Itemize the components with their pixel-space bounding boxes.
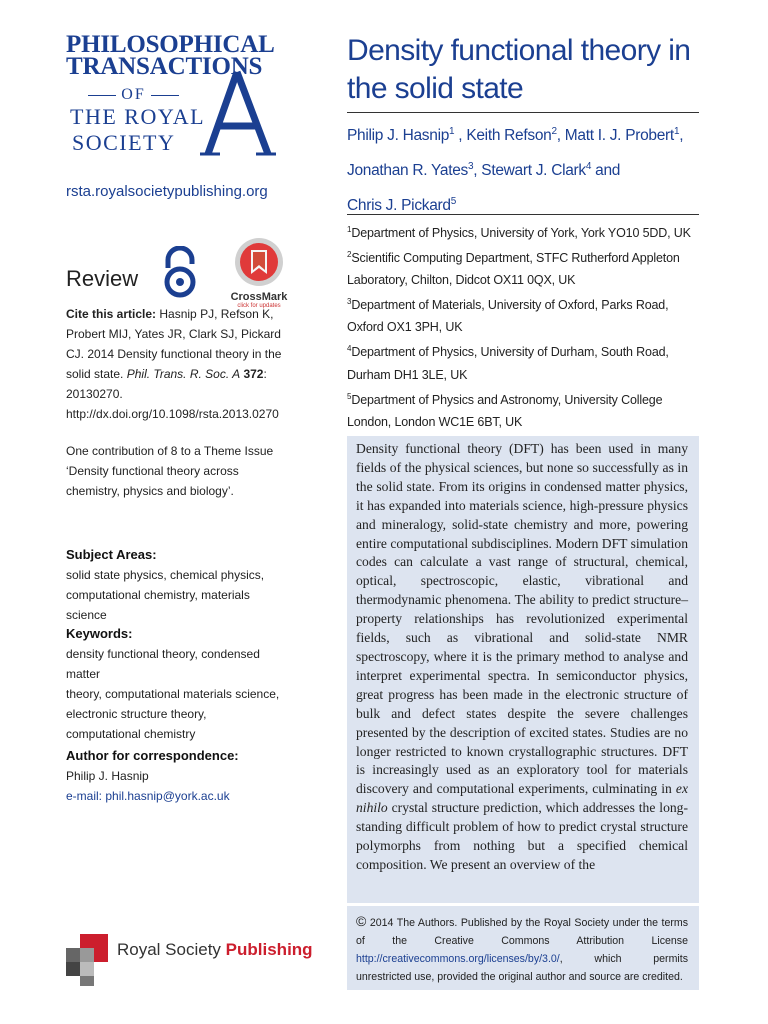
license-link[interactable]: http://creativecommons.org/licenses/by/3.0/ xyxy=(356,953,560,965)
license-text xyxy=(356,912,688,986)
author-name: Stewart J. Clark xyxy=(481,162,586,180)
author-separator: , xyxy=(556,127,565,145)
correspondence xyxy=(66,746,291,806)
email-label: e-mail: xyxy=(66,789,106,803)
citation-block xyxy=(66,304,291,424)
title-rule xyxy=(347,112,699,113)
affiliation-item xyxy=(347,291,702,338)
abstract-italic: ex nihilo xyxy=(356,781,688,816)
correspondence-heading: Author for correspondence: xyxy=(66,748,239,763)
affiliation-item xyxy=(347,338,702,385)
author-list xyxy=(347,116,699,221)
citation-article-number: : 20130270. xyxy=(66,367,267,401)
citation-text: Hasnip PJ, Refson K, Probert MIJ, Yates JR, Clark SJ, Pickard CJ. 2014 Density functional theory in the solid state. xyxy=(66,307,282,381)
author-affil-sup: 2 xyxy=(551,126,557,137)
author-name: Matt I. J. Probert xyxy=(564,127,674,145)
keyword-line: theory, computational materials science, xyxy=(66,687,280,701)
correspondence-email-line xyxy=(66,786,291,806)
subject-areas-heading: Subject Areas: xyxy=(66,547,157,562)
author-name: Jonathan R. Yates xyxy=(347,162,468,180)
article-type-label: Review xyxy=(66,266,139,291)
theme-issue-note: One contribution of 8 to a Theme Issue ‘Density functional theory across chemistry, physics and biology’. xyxy=(66,444,274,498)
affiliations xyxy=(347,219,702,433)
abstract-part: Density functional theory (DFT) has been used in many fields of the physical sciences, but none so successfully as in the solid state. From its origins in condensed matter physics, it has expanded into materials science, high-pressure physics and mineralogy, solid-state chemistry and more, powering entire computational subdisciplines. Modern DFT simulation codes can calculate a vast range of structural, chemical, optical, spectroscopic, elastic, vibrational and thermodynamic phenomena. The ability to predict structure–property relationships has revolutionized experimental fields, such as vibrational and solid-state NMR spectroscopy, where it is the primary method to analyse and interpret experimental spectra. In semiconductor physics, great progress has been made in the electronic structure of bulk and defect states despite the severe challenges presented by the description of excited states. Studies are no longer restricted to known crystallographic structures. DFT is increasingly used as an exploratory tool for materials discovery and computational experiments, culminating in xyxy=(356,441,688,797)
keywords xyxy=(66,624,291,744)
journal-title-line1: PHILOSOPHICAL xyxy=(66,31,275,58)
subject-areas-text: solid state physics, chemical physics, computational chemistry, materials science xyxy=(66,568,265,622)
keyword-line: computational chemistry xyxy=(66,727,196,741)
crossmark-sublabel: click for updates xyxy=(237,303,281,309)
affiliation-sup: 1 xyxy=(347,225,352,234)
subject-areas xyxy=(66,545,291,625)
journal-royal-line2: SOCIETY xyxy=(72,130,176,155)
affiliation-item xyxy=(347,386,702,433)
abstract-text xyxy=(356,440,688,875)
journal-of: OF xyxy=(66,86,201,104)
keyword-line: electronic structure theory, xyxy=(66,707,207,721)
publisher-name xyxy=(117,940,313,960)
affiliation-item xyxy=(347,219,702,244)
crossmark-badge[interactable] xyxy=(226,236,292,309)
affiliation-text: Department of Physics, University of Durham, South Road, Durham DH1 3LE, UK xyxy=(347,345,669,382)
article-title: Density functional theory in the solid state xyxy=(347,34,691,105)
author-affil-sup: 1 xyxy=(449,126,455,137)
citation-label: Cite this article: xyxy=(66,307,157,321)
author-affil-sup: 5 xyxy=(450,196,456,208)
journal-royal-society xyxy=(70,104,205,156)
correspondence-name: Philip J. Hasnip xyxy=(66,769,149,783)
affiliation-item xyxy=(347,244,702,291)
author-separator: , xyxy=(454,127,467,145)
citation-journal: Phil. Trans. R. Soc. A xyxy=(126,367,241,381)
affiliation-text: Department of Physics, University of York, York YO10 5DD, UK xyxy=(351,226,691,241)
affiliation-text: Department of Materials, University of Oxford, Parks Road, Oxford OX1 3PH, UK xyxy=(347,298,669,335)
affiliation-text: Scientific Computing Department, STFC Rutherford Appleton Laboratory, Chilton, Didcot OX11 0QX, UK xyxy=(347,251,680,288)
author-affil-sup: 1 xyxy=(673,126,680,137)
open-access-icon xyxy=(160,246,200,300)
affiliation-sup: 3 xyxy=(347,297,352,307)
author-separator: , xyxy=(473,162,482,180)
journal-title-line2: TRANSACTIONS xyxy=(66,53,263,80)
journal-royal-line1: THE ROYAL xyxy=(70,104,206,129)
author-name: Chris J. Pickard xyxy=(347,197,451,215)
author-separator: and xyxy=(591,162,621,180)
author-affil-sup: 4 xyxy=(585,161,592,173)
keyword-line: density functional theory, condensed matter xyxy=(66,647,260,681)
crossmark-label: CrossMark xyxy=(230,291,288,303)
affiliation-sup: 5 xyxy=(347,391,352,401)
license-part: 2014 The Authors. Published by the Royal Society under the terms of the Creative Commons Attribution License xyxy=(356,917,688,947)
journal-site-link[interactable]: rsta.royalsocietypublishing.org xyxy=(66,183,268,200)
author-name: Philip J. Hasnip xyxy=(347,127,450,145)
affiliation-sup: 4 xyxy=(347,344,352,354)
affiliation-text: Department of Physics and Astronomy, University College London, London WC1E 6BT, UK xyxy=(347,392,663,429)
publisher-name-plain: Royal Society xyxy=(117,940,221,959)
publisher-name-bold: Publishing xyxy=(225,940,313,959)
license-part: , which permits unrestricted use, provided the original author and source are credited. xyxy=(356,953,688,983)
crossmark-icon xyxy=(226,236,292,288)
authors-rule xyxy=(347,214,699,215)
author-affil-sup: 3 xyxy=(468,161,474,173)
abstract-part: crystal structure prediction, which addresses the long-standing difficult problem of how to predict crystal structure polymorphs from nothing but a specified chemical composition. We present an overview of the xyxy=(356,800,688,872)
correspondence-email[interactable]: phil.hasnip@york.ac.uk xyxy=(105,789,230,803)
series-a-logo-icon xyxy=(196,68,278,158)
affiliation-sup: 2 xyxy=(347,250,352,260)
author-name: Keith Refson xyxy=(466,127,552,145)
author-separator: , xyxy=(679,127,684,145)
royal-society-publishing-logo-icon xyxy=(66,932,122,988)
citation-doi[interactable]: http://dx.doi.org/10.1098/rsta.2013.0270 xyxy=(66,407,279,421)
copyright-icon: © xyxy=(356,913,367,929)
keywords-heading: Keywords: xyxy=(66,626,133,641)
citation-volume: 372 xyxy=(243,367,264,381)
